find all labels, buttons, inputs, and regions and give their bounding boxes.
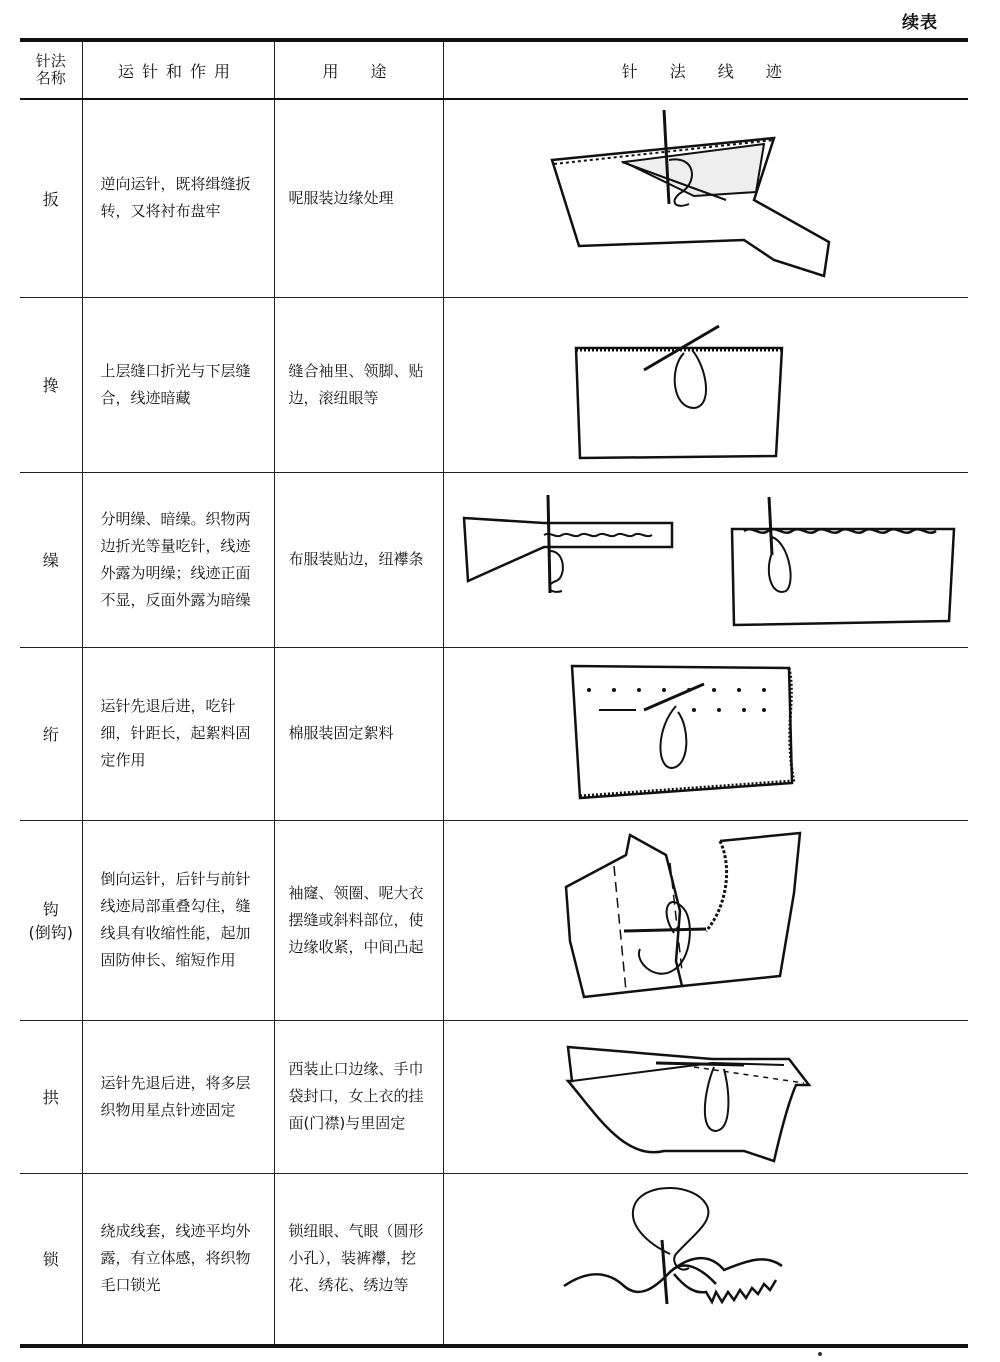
back-stitch-figure <box>443 820 968 1020</box>
table-row <box>20 1020 968 1173</box>
continued-label: 续表 <box>902 13 938 33</box>
stitch-use: 锁纽眼、气眼（圆形小孔），装裤襻，挖花、绣花、绣边等 <box>274 1173 443 1346</box>
stitch-name: 扳 <box>20 99 82 297</box>
slip-stitch-figure <box>443 297 968 472</box>
table-header-row <box>20 40 968 99</box>
table-row <box>20 297 968 472</box>
quilting-stitch-figure <box>443 647 968 820</box>
stitch-use: 袖窿、领圈、呢大衣摆缝或斜料部位，使边缘收紧，中间凸起 <box>274 820 443 1020</box>
table-row <box>20 647 968 820</box>
stitch-name: 绗 <box>20 647 82 820</box>
table-row <box>20 820 968 1020</box>
stitch-use: 呢服装边缘处理 <box>274 99 443 297</box>
table-row <box>20 99 968 297</box>
stitch-method: 绕成线套，线迹平均外露，有立体感，将织物毛口锁光 <box>82 1173 274 1346</box>
stitch-name: 拱 <box>20 1020 82 1173</box>
stitch-use: 棉服装固定絮料 <box>274 647 443 820</box>
stitch-name: 钩 (倒钩) <box>20 820 82 1020</box>
header-use: 用 途 <box>274 40 443 99</box>
stitch-use: 布服装贴边，纽襻条 <box>274 472 443 647</box>
slant-stitch-figure <box>443 99 968 297</box>
stitch-method: 逆向运针，既将缉缝扳转，又将衬布盘牢 <box>82 99 274 297</box>
stitch-method: 倒向运针，后针与前针线迹局部重叠勾住，缝线具有收缩性能，起加固防伸长、缩短作用 <box>82 820 274 1020</box>
header-trace: 针 法 线 迹 <box>443 40 968 99</box>
stitch-method: 运针先退后进，将多层织物用星点针迹固定 <box>82 1020 274 1173</box>
stitch-table <box>20 38 968 1348</box>
stitch-name: 搀 <box>20 297 82 472</box>
table-row <box>20 472 968 647</box>
stitch-use: 西装止口边缘、手巾袋封口，女上衣的挂面(门襟)与里固定 <box>274 1020 443 1173</box>
blind-stitch-figure <box>443 472 968 647</box>
header-stitch-name: 针法 名称 <box>20 40 82 99</box>
prick-stitch-figure <box>443 1020 968 1173</box>
stitch-name: 锁 <box>20 1173 82 1346</box>
stitch-method: 上层缝口折光与下层缝合，线迹暗藏 <box>82 297 274 472</box>
stitch-use: 缝合袖里、领脚、贴边，滚纽眼等 <box>274 297 443 472</box>
stitch-name: 缲 <box>20 472 82 647</box>
header-method: 运针和作用 <box>82 40 274 99</box>
buttonhole-stitch-figure <box>443 1173 968 1346</box>
page-mark <box>818 1352 822 1356</box>
table-row <box>20 1173 968 1346</box>
stitch-method: 分明缲、暗缲。织物两边折光等量吃针，线迹外露为明缲；线迹正面不显，反面外露为暗缲 <box>82 472 274 647</box>
stitch-method: 运针先退后进，吃针细，针距长，起絮料固定作用 <box>82 647 274 820</box>
